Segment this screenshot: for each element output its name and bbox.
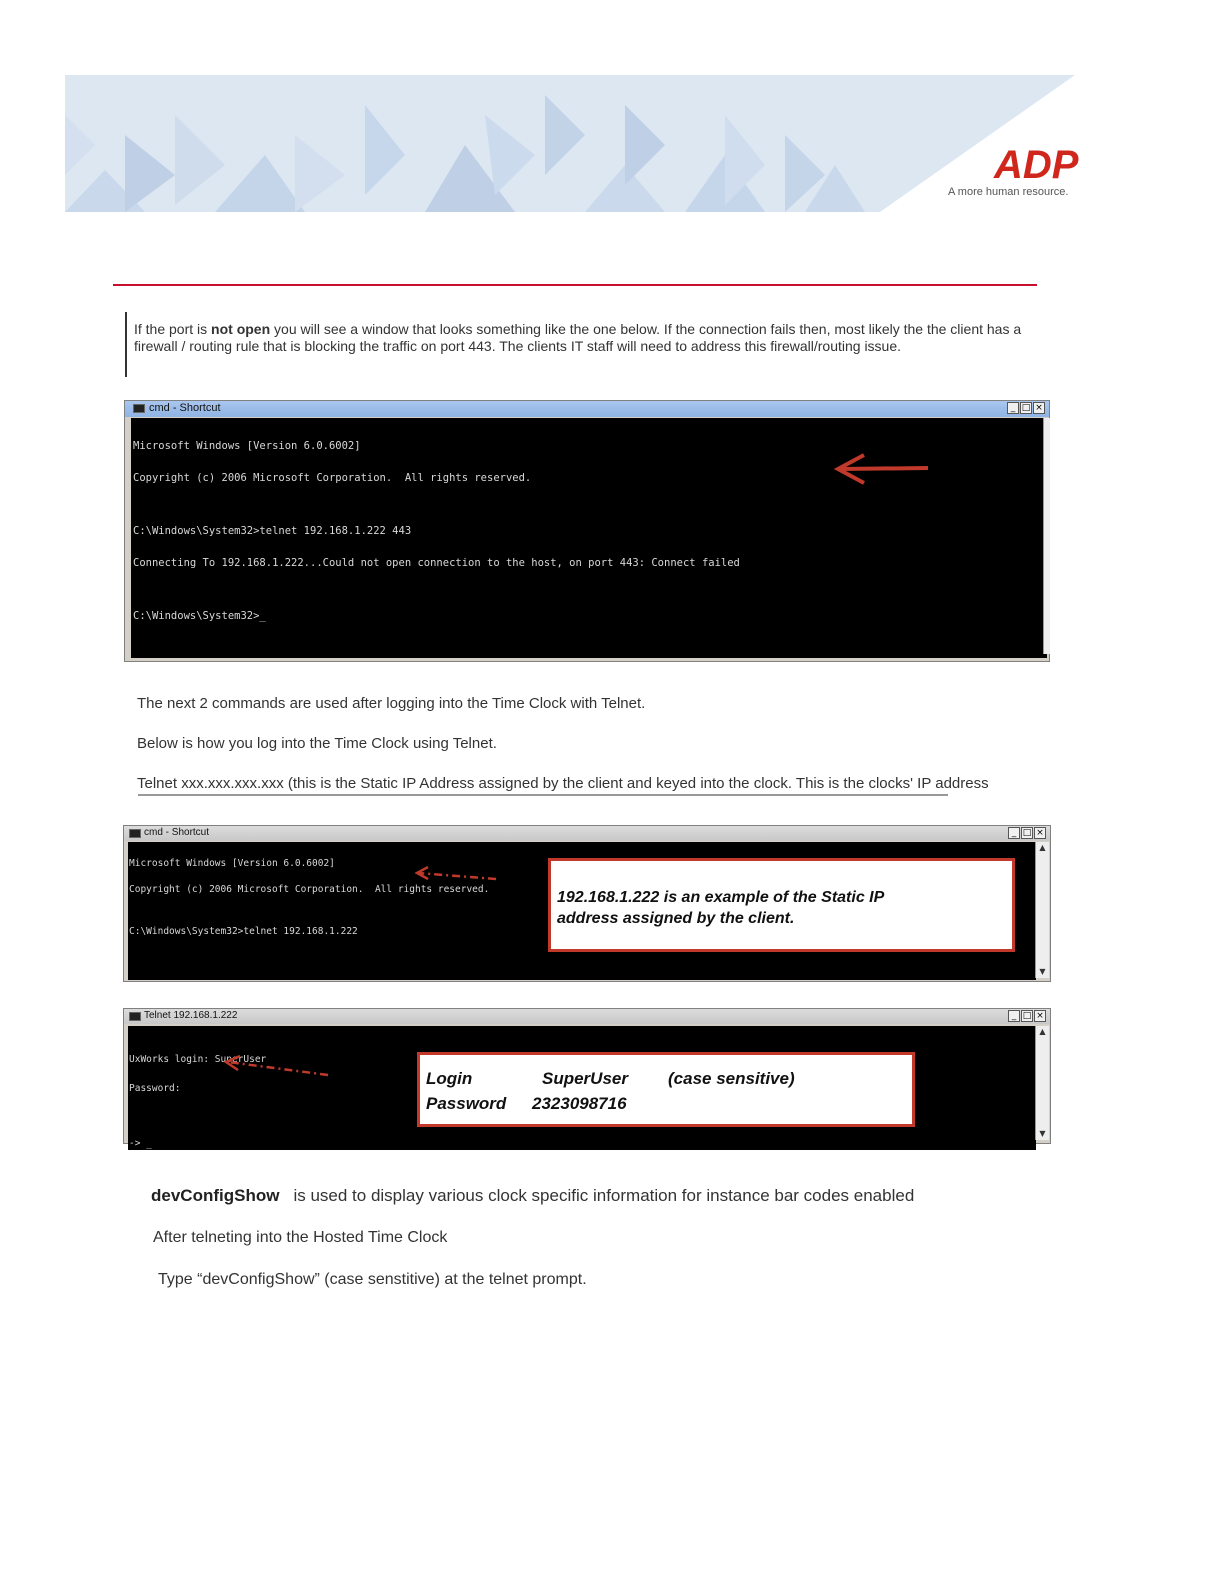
intro-text-start: If the port is (134, 321, 212, 337)
intro-emphasis: not open (211, 321, 271, 337)
paragraph-telnet-syntax: Telnet xxx.xxx.xxx.xxx (this is the Static IP Address assigned by the client and keyed into the clock. This is the clocks' IP address (137, 775, 989, 792)
console-line: C:\Windows\System32>telnet 192.168.1.222 443 (133, 524, 412, 537)
cmd-window-failed (124, 400, 1050, 662)
red-dashed-arrow-icon (412, 866, 498, 884)
console-line: Copyright (c) 2006 Microsoft Corporation. All rights reserved. (129, 883, 490, 895)
red-arrow-icon (830, 453, 930, 487)
window-title: cmd - Shortcut (149, 402, 221, 414)
close-button[interactable]: × (1034, 1010, 1046, 1022)
console-line: Microsoft Windows [Version 6.0.6002] (133, 440, 361, 453)
console-line: Copyright (c) 2006 Microsoft Corporation. All rights reserved. (133, 471, 532, 484)
minimize-button[interactable]: _ (1008, 1010, 1020, 1022)
command-description: is used to display various clock specific information for instance bar codes enabled (293, 1186, 915, 1205)
close-button[interactable]: × (1033, 402, 1045, 414)
section-divider (113, 284, 1037, 286)
cmd-window-telnet (123, 825, 1051, 982)
login-label: Login (426, 1069, 473, 1088)
window-title: cmd - Shortcut (144, 827, 210, 838)
console-line: C:\Windows\System32>_ (133, 609, 266, 622)
window-titlebar (125, 401, 1049, 417)
vertical-scrollbar[interactable] (1035, 1026, 1049, 1140)
paragraph-commands-intro: The next 2 commands are used after logging into the Time Clock with Telnet. (137, 695, 646, 712)
header-banner (65, 75, 1075, 212)
cmd-icon (129, 829, 141, 838)
login-row (426, 1066, 906, 1091)
svg-text:ADP: ADP (994, 143, 1079, 187)
red-dashed-arrow-icon (220, 1055, 330, 1079)
minimize-button[interactable]: _ (1008, 827, 1020, 839)
login-value: SuperUser (542, 1069, 628, 1088)
paragraph-login-intro: Below is how you log into the Time Clock using Telnet. (137, 735, 497, 752)
console-line: -> _ (129, 1138, 152, 1149)
maximize-button[interactable]: □ (1021, 403, 1031, 413)
scroll-up-icon[interactable]: ▲ (1039, 1027, 1046, 1036)
minimize-button[interactable]: _ (1007, 402, 1019, 414)
login-credentials-callout (417, 1052, 915, 1127)
console-line: Connecting To 192.168.1.222...Could not open connection to the host, on port 443: Connect failed (133, 556, 740, 569)
devconfig-heading-row (151, 1186, 914, 1206)
close-button[interactable]: × (1034, 827, 1046, 839)
password-row (426, 1091, 906, 1116)
scroll-down-icon[interactable]: ▼ (1039, 1129, 1046, 1138)
console-line: Microsoft Windows [Version 6.0.6002] (129, 858, 335, 869)
telnet-window-login (123, 1008, 1051, 1149)
telnet-icon (129, 1012, 141, 1021)
maximize-button[interactable]: □ (1022, 1011, 1032, 1021)
callout-line: 192.168.1.222 is an example of the Static IP (557, 889, 885, 906)
adp-tagline: A more human resource. (948, 186, 1069, 198)
callout-line: address assigned by the client. (557, 910, 795, 927)
intro-text-end: you will see a window that looks something like the one below. If the connection fails then, most likely the the client has a firewall / routing rule that is blocking the traffic on port 443. The clients IT staff will need to address this firewall/routing issue. (134, 321, 1022, 354)
vertical-scrollbar[interactable] (1043, 418, 1050, 654)
window-title: Telnet 192.168.1.222 (144, 1010, 238, 1021)
underline-rule (138, 794, 948, 796)
devconfig-step-2: Type “devConfigShow” (case senstitive) at the telnet prompt. (158, 1271, 587, 1288)
console-line: Password: (129, 1082, 181, 1094)
command-name: devConfigShow (151, 1186, 280, 1205)
margin-bar (125, 312, 127, 377)
scroll-up-icon[interactable]: ▲ (1039, 843, 1046, 852)
window-titlebar (124, 826, 1050, 841)
intro-paragraph (134, 321, 1044, 355)
static-ip-callout (548, 858, 1015, 952)
password-value: 2323098716 (532, 1094, 627, 1113)
scroll-down-icon[interactable]: ▼ (1039, 967, 1046, 976)
devconfig-step-1: After telneting into the Hosted Time Clock (153, 1229, 448, 1246)
vertical-scrollbar[interactable] (1035, 842, 1049, 978)
maximize-button[interactable]: □ (1022, 828, 1032, 838)
cmd-icon (133, 404, 145, 413)
console-line: UxWorks login: SuperUser (129, 1054, 267, 1065)
password-label: Password (426, 1094, 507, 1113)
console-line: C:\Windows\System32>telnet 192.168.1.222 (129, 926, 358, 937)
window-titlebar (124, 1009, 1050, 1024)
login-note: (case sensitive) (668, 1069, 795, 1088)
